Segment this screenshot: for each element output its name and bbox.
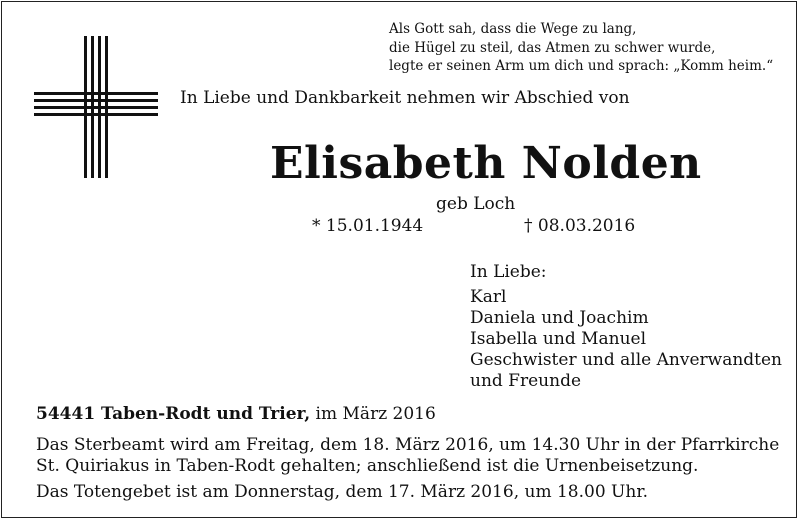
cross-icon: [34, 36, 158, 178]
service-info: [36, 435, 779, 477]
deceased-name: Elisabeth Nolden: [270, 138, 702, 189]
birth-date: * 15.01.1944: [312, 216, 424, 236]
mourners-list: [470, 262, 782, 392]
mourner-name: und Freunde: [470, 371, 582, 391]
place-location: 54441 Taben-Rodt und Trier,: [36, 404, 311, 424]
quote-line-1: Als Gott sah, dass die Wege zu lang,: [389, 21, 637, 37]
service-line-2: St. Quiriakus in Taben-Rodt gehalten; anschließend ist die Urnenbeisetzung.: [36, 456, 699, 476]
quote-line-3: legte er seinen Arm um dich und sprach: „Komm heim.“: [389, 58, 774, 74]
service-line-1: Das Sterbeamt wird am Freitag, dem 18. März 2016, um 14.30 Uhr in der Pfarrkirche: [36, 435, 780, 455]
maiden-name: geb Loch: [436, 194, 516, 214]
mourners-heading: In Liebe:: [470, 262, 547, 282]
mourner-name: Isabella und Manuel: [470, 329, 647, 349]
intro-text: In Liebe und Dankbarkeit nehmen wir Abschied von: [180, 88, 630, 108]
quote: [389, 20, 773, 76]
mourner-name: Daniela und Joachim: [470, 308, 649, 328]
place-and-date: [36, 404, 436, 424]
prayer-info: Das Totengebet ist am Donnerstag, dem 17. März 2016, um 18.00 Uhr.: [36, 482, 648, 502]
mourner-name: Geschwister und alle Anverwandten: [470, 350, 783, 370]
death-date: † 08.03.2016: [524, 216, 636, 236]
quote-line-2: die Hügel zu steil, das Atmen zu schwer wurde,: [389, 39, 716, 56]
place-date: im März 2016: [310, 404, 436, 424]
mourner-name: Karl: [470, 287, 507, 307]
